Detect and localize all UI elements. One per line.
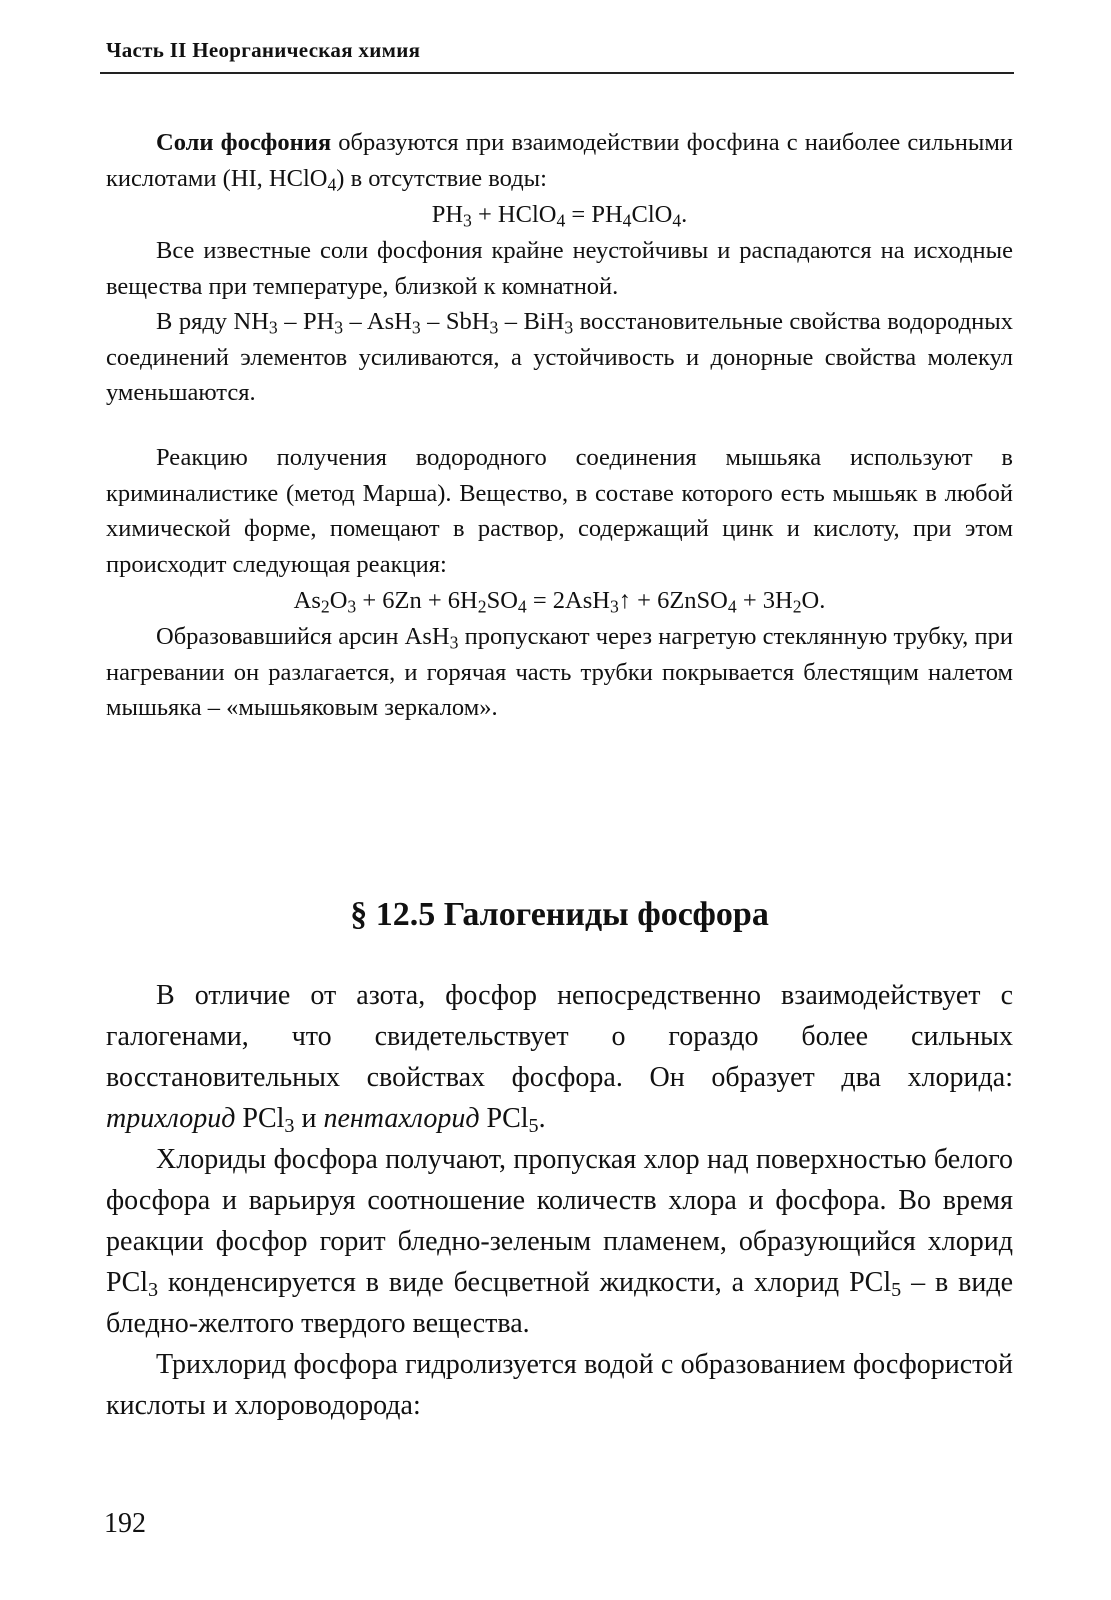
text: PCl	[235, 1103, 285, 1134]
subscript: 3	[609, 596, 619, 617]
paragraph-trichloride-hydrolysis: Трихлорид фосфора гидролизуется водой с образованием фосфористой кислоты и хлороводорода:	[106, 1349, 1013, 1421]
paragraph-arsine-mirror	[106, 619, 1013, 726]
eq-text: As	[293, 587, 321, 614]
paragraph-instability: Все известные соли фосфония крайне неустойчивы и распадаются на исходные вещества при температуре, близкой к комнатной.	[106, 237, 1013, 300]
text: – PH	[277, 308, 335, 335]
subscript: 4	[327, 173, 337, 194]
text: – SbH	[420, 308, 490, 335]
term-pentachloride: пентахлорид	[323, 1103, 480, 1134]
eq-text: + 6Zn + 6H	[356, 587, 478, 614]
text: и	[294, 1103, 324, 1134]
paragraph-phosphonium-salts	[106, 125, 1013, 196]
subscript: 4	[517, 596, 527, 617]
subscript: 2	[320, 596, 330, 617]
running-header: Часть II Неорганическая химия	[106, 38, 421, 62]
text: восстановительные свойства водородных соединений элементов усиливаются, а устойчивость и донорные свойства молекул уменьшаются.	[106, 308, 1013, 406]
text: В ряду NH	[156, 308, 269, 335]
subscript: 3	[411, 317, 421, 338]
eq-text: = 2AsH	[526, 587, 610, 614]
text: образуются при взаимодействии фосфина с наиболее сильными кислотами (HI, HClO	[106, 129, 1013, 192]
term-trichloride: трихлорид	[106, 1103, 236, 1134]
subscript: 3	[148, 1279, 159, 1302]
text: PCl	[479, 1103, 529, 1134]
subscript: 4	[672, 210, 682, 231]
subscript: 4	[727, 596, 737, 617]
subscript: 3	[449, 632, 459, 653]
text: ) в отсутствие воды:	[336, 164, 547, 192]
equation-marsh	[106, 582, 1013, 619]
subscript: 3	[284, 1115, 295, 1138]
text: В отличие от азота, фосфор непосредственно взаимодействует с галогенами, что свидетельствует о гораздо более сильных восстановительных свойствах фосфора. Он образует два хлорида:	[106, 980, 1013, 1093]
eq-text: PH	[431, 201, 464, 228]
text: – BiH	[498, 308, 565, 335]
term-phosphonium-salts: Соли фосфония	[156, 129, 332, 156]
eq-text: ↑ + 6ZnSO	[618, 587, 728, 614]
eq-text: ClO	[631, 201, 673, 228]
paragraph-chloride-preparation	[106, 1139, 1013, 1344]
subscript: 2	[792, 596, 802, 617]
equation-phosphonium	[106, 196, 1013, 233]
eq-text: + HClO	[471, 201, 557, 228]
text: .	[538, 1103, 546, 1134]
subscript: 4	[622, 210, 632, 231]
text: пропускают через нагретую стеклянную трубку, при нагревании он разлагается, и горячая часть трубки покрывается блестящим налетом мышьяка – «мышьяковым зеркалом».	[106, 623, 1013, 721]
subscript: 5	[891, 1279, 902, 1302]
subscript: 3	[489, 317, 499, 338]
eq-text: + 3H	[736, 587, 793, 614]
section-phosphonium	[106, 125, 1013, 411]
subscript: 3	[463, 210, 472, 231]
text: Хлориды фосфора получают, пропуская хлор над поверхностью белого фосфора и варьируя соотношение количеств хлора и фосфора. Во время реакции фосфор горит бледно-зеленым пламенем, образующийся хлорид PCl	[106, 1144, 1013, 1298]
subscript: 3	[564, 317, 574, 338]
paragraph-marsh-method: Реакцию получения водородного соединения мышьяка используют в криминалистике (метод Марша). Вещество, в составе которого есть мышьяк в любой химической форме, помещают в раствор, содержащий цинк и кислоту, при этом происходит следующая реакция:	[106, 444, 1013, 578]
subscript: 4	[556, 210, 566, 231]
text: – AsH	[343, 308, 412, 335]
eq-text: O	[329, 587, 348, 614]
eq-text: = PH	[565, 201, 623, 228]
text: конденсируется в виде бесцветной жидкости, а хлорид PCl	[158, 1267, 892, 1298]
section-heading: § 12.5 Галогениды фосфора	[350, 896, 769, 933]
subscript: 3	[268, 317, 278, 338]
subscript: 5	[528, 1115, 539, 1138]
header-rule	[100, 72, 1014, 74]
paragraph-halogen-reaction	[106, 975, 1013, 1139]
text: – в виде бледно-желтого твердого вещества.	[106, 1267, 1013, 1339]
text: Образовавшийся арсин AsH	[156, 623, 450, 650]
page-number: 192	[104, 1508, 146, 1539]
eq-text: SO	[486, 587, 518, 614]
section-marsh-test	[106, 440, 1013, 726]
eq-text: .	[681, 201, 688, 228]
section-phosphorus-halides	[106, 975, 1013, 1426]
subscript: 2	[477, 596, 487, 617]
eq-text: O.	[801, 587, 826, 614]
subscript: 3	[334, 317, 344, 338]
subscript: 3	[347, 596, 357, 617]
paragraph-hydride-series	[106, 304, 1013, 411]
